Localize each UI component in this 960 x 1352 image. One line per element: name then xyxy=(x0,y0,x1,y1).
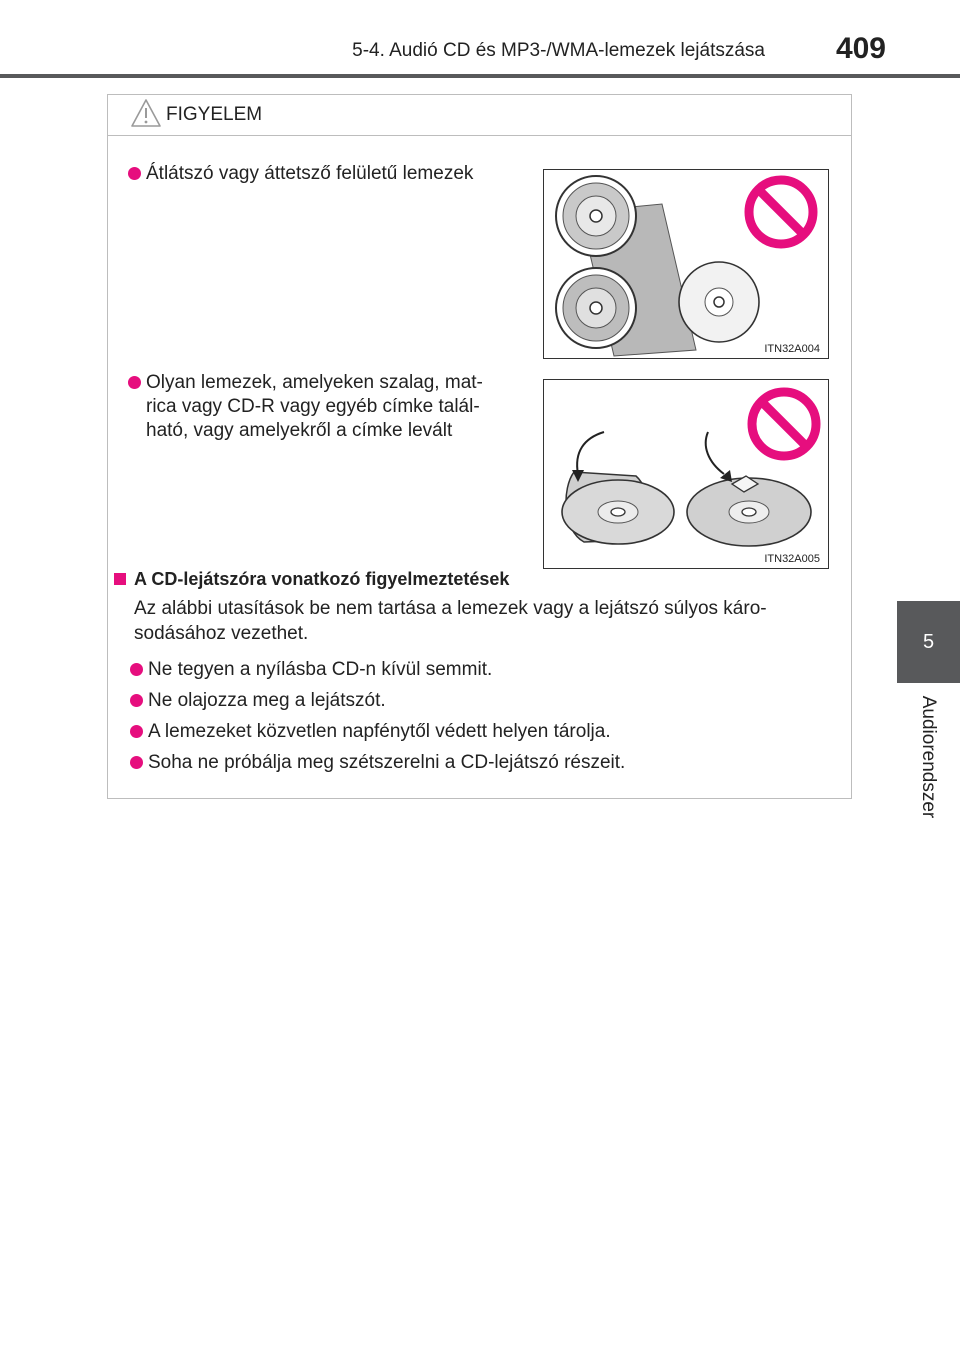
cd-disc-icon xyxy=(562,480,674,544)
header-section-title: 5-4. Audió CD és MP3-/WMA-lemezek lejátszása xyxy=(352,40,765,61)
warning-header xyxy=(108,95,851,136)
warning-item-transparent-discs xyxy=(128,162,528,186)
figure-transparent-discs xyxy=(543,169,829,359)
bullet-icon xyxy=(128,376,141,389)
list-item-text: A lemezeket közvetlen napfénytől védett helyen tárolja. xyxy=(148,721,611,742)
warning-item-line: Olyan lemezek, amelyeken szalag, mat- xyxy=(146,372,483,393)
paragraph-line: Az alábbi utasítások be nem tartása a lemezek vagy a lejátszó súlyos káro- xyxy=(134,598,767,619)
warning-triangle-icon xyxy=(130,98,162,128)
list-item xyxy=(130,658,492,682)
figure-code: ITN32A005 xyxy=(764,553,820,565)
cd-disc-icon xyxy=(679,262,759,342)
warning-item-line: Átlátszó vagy áttetsző felületű lemezek xyxy=(146,163,474,184)
section-paragraph xyxy=(134,596,840,646)
header-rule xyxy=(0,74,960,78)
warning-box xyxy=(107,94,852,799)
warning-item-text xyxy=(128,162,528,186)
warning-item-text xyxy=(128,371,528,443)
list-item-text: Ne tegyen a nyílásba CD-n kívül semmit. xyxy=(148,659,493,680)
list-item-text: Soha ne próbálja meg szétszerelni a CD-lejátszó részeit. xyxy=(148,752,626,773)
list-item xyxy=(130,720,611,744)
list-item-text: Ne olajozza meg a lejátszót. xyxy=(148,690,386,711)
bullet-icon xyxy=(130,756,143,769)
chapter-label: Audiorendszer xyxy=(918,695,939,819)
bullet-icon xyxy=(128,167,141,180)
warning-item-labeled-discs xyxy=(128,371,528,443)
warning-title: FIGYELEM xyxy=(166,104,263,125)
paragraph-line: sodásához vezethet. xyxy=(134,623,309,644)
section-heading xyxy=(114,569,509,590)
labeled-discs-illustration xyxy=(544,380,827,567)
chapter-number: 5 xyxy=(922,630,935,653)
prohibition-icon xyxy=(752,392,816,456)
square-bullet-icon xyxy=(114,573,126,585)
chapter-tab xyxy=(897,601,960,683)
section-heading-text: A CD-lejátszóra vonatkozó figyelmeztetések xyxy=(134,569,510,589)
bullet-icon xyxy=(130,663,143,676)
bullet-icon xyxy=(130,725,143,738)
figure-code: ITN32A004 xyxy=(764,343,820,355)
figure-labeled-discs xyxy=(543,379,829,569)
prohibition-icon xyxy=(749,180,813,244)
page-number: 409 xyxy=(835,32,886,65)
warning-item-line: ható, vagy amelyekről a címke levált xyxy=(146,420,453,441)
cd-disc-icon xyxy=(556,176,636,256)
bullet-icon xyxy=(130,694,143,707)
list-item xyxy=(130,751,625,775)
warning-item-line: rica vagy CD-R vagy egyéb címke talál- xyxy=(146,396,480,417)
list-item xyxy=(130,689,386,713)
cd-disc-icon xyxy=(556,268,636,348)
discs-illustration xyxy=(544,170,827,357)
